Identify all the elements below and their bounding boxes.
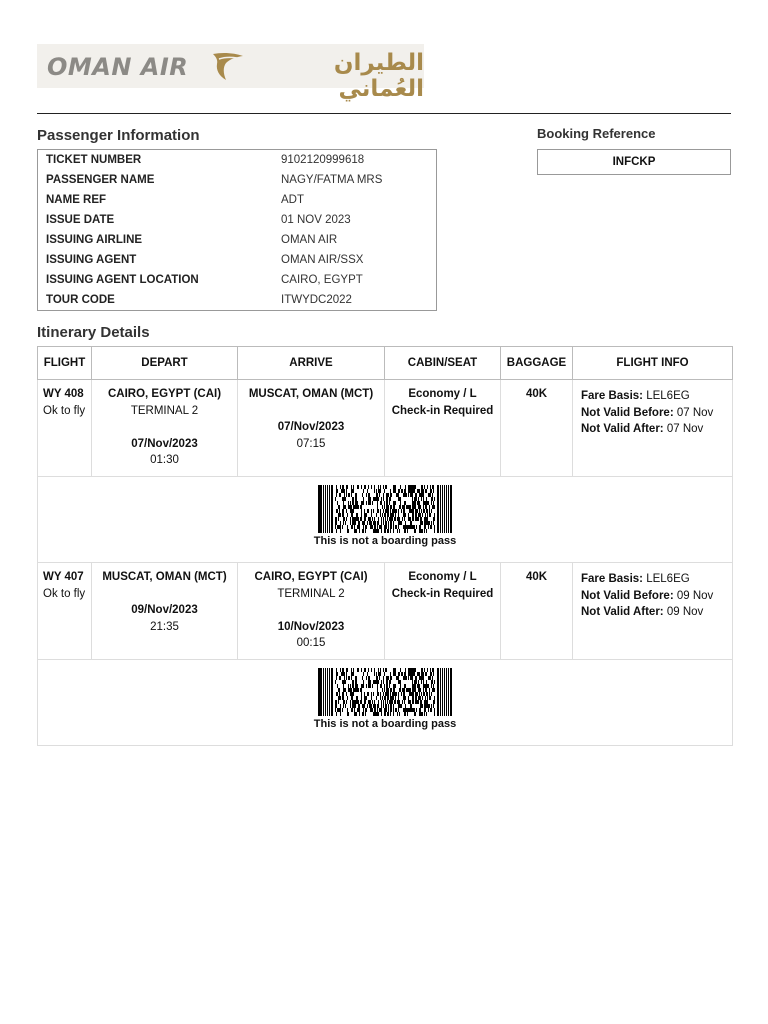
flight-number: WY 407	[43, 571, 84, 583]
col-header-arrive: ARRIVE	[238, 347, 385, 380]
flight-info-cell	[573, 563, 733, 660]
checkin-status: Check-in Required	[391, 587, 494, 600]
not-boarding-pass-notice: This is not a boarding pass	[313, 718, 457, 730]
itinerary-table	[37, 346, 733, 746]
baggage-allowance: 40K	[525, 388, 548, 400]
segment-row	[38, 563, 733, 660]
depart-time: 21:35	[150, 620, 179, 633]
pax-label: PASSENGER NAME	[46, 174, 155, 186]
arrive-terminal: TERMINAL 2	[277, 587, 345, 600]
checkin-status: Check-in Required	[391, 404, 494, 417]
passenger-info-box	[37, 149, 437, 311]
barcode-cell	[38, 477, 733, 563]
pax-label: TOUR CODE	[46, 294, 115, 306]
depart-place: MUSCAT, OMAN (MCT)	[102, 571, 227, 583]
flight-cell	[38, 380, 92, 477]
itinerary-header-row	[38, 347, 733, 380]
not-valid-before-label: Not Valid Before:	[581, 589, 674, 602]
pax-value: CAIRO, EGYPT	[281, 274, 363, 286]
pax-label: ISSUING AIRLINE	[46, 234, 143, 246]
logo-text-arabic: الطيران العُماني	[333, 50, 424, 102]
barcode-row	[38, 477, 733, 563]
baggage-cell	[501, 563, 573, 660]
arrive-date: 07/Nov/2023	[277, 421, 345, 433]
flight-status: Ok to fly	[43, 587, 86, 600]
segment-row	[38, 380, 733, 477]
pax-value: ADT	[281, 194, 304, 206]
itinerary-title: Itinerary Details	[37, 324, 150, 341]
not-valid-after-value: 07 Nov	[666, 423, 704, 435]
flight-info-cell	[573, 380, 733, 477]
passenger-info-title: Passenger Information	[37, 127, 200, 144]
depart-date: 07/Nov/2023	[131, 437, 198, 450]
pax-value: ITWYDC2022	[281, 294, 352, 306]
not-valid-after-line	[581, 604, 727, 621]
pax-value: NAGY/FATMA MRS	[281, 174, 383, 186]
depart-place: CAIRO, EGYPT (CAI)	[107, 388, 222, 400]
col-header-flight-info: FLIGHT INFO	[573, 347, 733, 380]
depart-terminal: TERMINAL 2	[130, 404, 199, 417]
fare-basis-label: Fare Basis:	[581, 390, 644, 402]
flight-cell	[38, 563, 92, 660]
arrive-cell	[238, 563, 385, 660]
fare-basis-line	[581, 571, 727, 588]
flight-status: Ok to fly	[43, 404, 86, 417]
cabin-class: Economy / L	[408, 388, 477, 400]
pax-label: ISSUING AGENT	[46, 254, 137, 266]
oman-air-khanjar-icon	[209, 50, 245, 82]
col-header-flight: FLIGHT	[38, 347, 92, 380]
not-valid-after-label: Not Valid After:	[581, 606, 664, 618]
pax-value: 9102120999618	[281, 154, 365, 166]
depart-cell	[92, 380, 238, 477]
oman-air-logo	[37, 44, 424, 102]
fare-basis-value: LEL6EG	[646, 573, 690, 585]
fare-basis-line	[581, 388, 727, 405]
arrive-date: 10/Nov/2023	[277, 620, 345, 633]
fare-basis-label: Fare Basis:	[581, 573, 644, 585]
cabin-class: Economy / L	[408, 571, 477, 583]
not-valid-before-line	[581, 588, 727, 605]
depart-time: 01:30	[150, 454, 179, 466]
depart-date: 09/Nov/2023	[131, 604, 198, 616]
pax-value: OMAN AIR/SSX	[281, 254, 364, 266]
depart-cell	[92, 563, 238, 660]
depart-terminal	[97, 586, 232, 603]
col-header-baggage: BAGGAGE	[501, 347, 573, 380]
pax-row-issuing-agent-location	[46, 270, 436, 290]
cabin-cell	[385, 563, 501, 660]
pax-row-ticket-number	[46, 150, 436, 170]
arrive-place: MUSCAT, OMAN (MCT)	[248, 388, 374, 400]
baggage-cell	[501, 380, 573, 477]
not-valid-before-line	[581, 405, 727, 422]
pax-label: TICKET NUMBER	[46, 154, 142, 166]
pax-row-name-ref	[46, 190, 436, 210]
pax-row-tour-code	[46, 290, 436, 310]
logo-text-english: OMAN AIR	[47, 53, 189, 81]
pax-label: ISSUING AGENT LOCATION	[46, 274, 199, 286]
col-header-cabin-seat: CABIN/SEAT	[385, 347, 501, 380]
not-valid-after-line	[581, 421, 727, 438]
cabin-cell	[385, 380, 501, 477]
pax-value: OMAN AIR	[281, 234, 338, 246]
not-valid-before-value: 07 Nov	[676, 406, 714, 419]
not-valid-before-label: Not Valid Before:	[581, 406, 674, 419]
pax-label: NAME REF	[46, 194, 107, 206]
arrive-time: 00:15	[296, 637, 326, 649]
not-boarding-pass-notice: This is not a boarding pass	[313, 535, 457, 547]
barcode-row	[38, 660, 733, 746]
pax-row-issuing-agent	[46, 250, 436, 270]
pdf417-barcode-icon	[318, 485, 452, 533]
not-valid-before-value: 09 Nov	[676, 589, 714, 602]
baggage-allowance: 40K	[525, 571, 548, 583]
arrive-cell	[238, 380, 385, 477]
fare-basis-value: LEL6EG	[646, 390, 690, 402]
header-divider	[37, 113, 731, 114]
booking-reference-value: INFCKP	[537, 149, 731, 175]
pax-row-issuing-airline	[46, 230, 436, 250]
not-valid-after-value: 09 Nov	[666, 606, 704, 618]
arrive-place: CAIRO, EGYPT (CAI)	[254, 571, 368, 583]
barcode-cell	[38, 660, 733, 746]
not-valid-after-label: Not Valid After:	[581, 423, 664, 435]
pax-label: ISSUE DATE	[46, 214, 115, 226]
flight-number: WY 408	[43, 388, 84, 400]
pax-value: 01 NOV 2023	[281, 214, 351, 226]
pax-row-passenger-name	[46, 170, 436, 190]
pax-row-issue-date	[46, 210, 436, 230]
booking-reference-title: Booking Reference	[537, 126, 656, 141]
arrive-terminal	[243, 403, 379, 420]
pdf417-barcode-icon	[318, 668, 452, 716]
arrive-time: 07:15	[296, 437, 326, 450]
col-header-depart: DEPART	[92, 347, 238, 380]
